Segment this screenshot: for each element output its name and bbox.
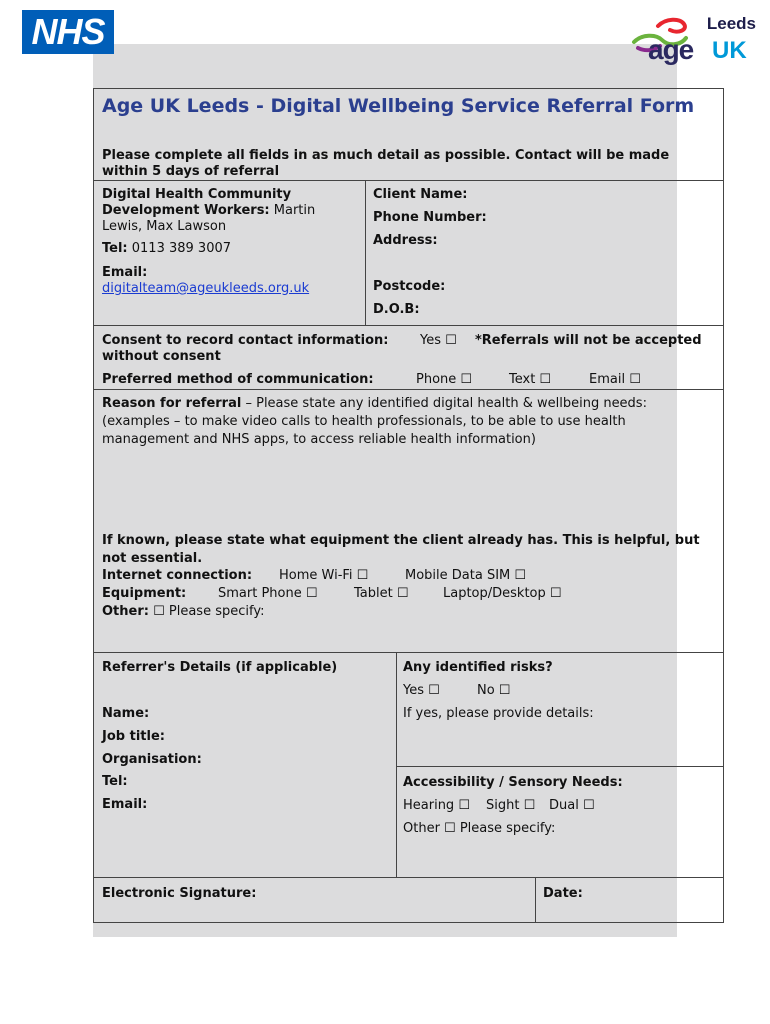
- divider: [535, 877, 536, 923]
- hearing-checkbox[interactable]: Hearing ☐: [403, 798, 470, 813]
- preferred-method-label: Preferred method of communication:: [102, 372, 374, 387]
- smart-phone-checkbox[interactable]: Smart Phone ☐: [218, 586, 318, 601]
- logo-leeds-text: Leeds: [706, 14, 756, 33]
- referrer-name-label: Name:: [102, 706, 150, 721]
- other-checkbox[interactable]: ☐ Please specify:: [153, 604, 265, 619]
- phone-number-label: Phone Number:: [373, 210, 487, 225]
- client-name-label: Client Name:: [373, 187, 468, 202]
- tablet-checkbox[interactable]: Tablet ☐: [354, 586, 409, 601]
- pref-phone-checkbox[interactable]: Phone ☐: [416, 372, 473, 387]
- sight-checkbox[interactable]: Sight ☐: [486, 798, 536, 813]
- divider: [396, 766, 723, 767]
- mobile-data-checkbox[interactable]: Mobile Data SIM ☐: [405, 568, 527, 583]
- home-wifi-checkbox[interactable]: Home Wi-Fi ☐: [279, 568, 369, 583]
- referrer-job-label: Job title:: [102, 729, 165, 744]
- nhs-logo: NHS: [22, 10, 114, 54]
- divider: [396, 652, 397, 877]
- reason-label: Reason for referral: [102, 396, 242, 411]
- internet-label: Internet connection:: [102, 568, 253, 583]
- other-label: Other:: [102, 604, 149, 619]
- tel-value: 0113 389 3007: [131, 241, 232, 256]
- logo-uk-text: UK: [712, 37, 747, 64]
- accessibility-heading: Accessibility / Sensory Needs:: [403, 775, 623, 790]
- logo-age-text: age: [648, 34, 694, 65]
- date-label: Date:: [543, 886, 583, 901]
- referrer-heading: Referrer's Details (if applicable): [102, 660, 338, 675]
- divider: [94, 180, 723, 181]
- tel-info: [102, 241, 231, 257]
- consent-note: *Referrals will not be accepted without consent: [102, 333, 702, 364]
- form-title: Age UK Leeds - Digital Wellbeing Service Referral Form: [102, 95, 695, 117]
- workers-value: Martin Lewis, Max Lawson: [102, 203, 316, 234]
- consent-yes-checkbox[interactable]: Yes ☐: [420, 333, 457, 348]
- laptop-checkbox[interactable]: Laptop/Desktop ☐: [443, 586, 562, 601]
- referrer-tel-label: Tel:: [102, 774, 128, 789]
- risks-details-label: If yes, please provide details:: [403, 706, 594, 721]
- consent-text: Consent to record contact information:: [102, 333, 389, 348]
- tel-label: Tel:: [102, 241, 128, 256]
- dual-checkbox[interactable]: Dual ☐: [549, 798, 595, 813]
- other-equipment[interactable]: [102, 604, 264, 620]
- postcode-label: Postcode:: [373, 279, 446, 294]
- signature-label: Electronic Signature:: [102, 886, 257, 901]
- pref-text-checkbox[interactable]: Text ☐: [509, 372, 552, 387]
- workers-label: Digital Health Community Development Workers:: [102, 187, 292, 218]
- risks-heading: Any identified risks?: [403, 660, 553, 675]
- pref-email-checkbox[interactable]: Email ☐: [589, 372, 641, 387]
- referral-form: [93, 88, 724, 923]
- divider: [94, 325, 723, 326]
- age-uk-leeds-logo: [630, 12, 760, 68]
- reason-description: – Please state any identified digital health & wellbeing needs: (examples – to make video calls to health professionals, to be able to use health management and NHS apps, to access reliable health information): [102, 396, 647, 447]
- equipment-intro: If known, please state what equipment the client already has. This is helpful, but not essential.: [102, 533, 700, 566]
- divider: [94, 652, 723, 653]
- divider: [365, 180, 366, 325]
- address-label: Address:: [373, 233, 438, 248]
- email-link[interactable]: digitalteam@ageukleeds.org.uk: [102, 281, 310, 296]
- referrer-org-label: Organisation:: [102, 752, 202, 767]
- dob-label: D.O.B:: [373, 302, 420, 317]
- divider: [94, 877, 723, 878]
- reason-text: [102, 395, 714, 449]
- risks-yes-checkbox[interactable]: Yes ☐: [403, 683, 440, 698]
- other-access-checkbox[interactable]: Other ☐ Please specify:: [403, 821, 556, 836]
- form-intro: Please complete all fields in as much detail as possible. Contact will be made within 5 days of referral: [102, 148, 670, 179]
- risks-no-checkbox[interactable]: No ☐: [477, 683, 511, 698]
- equipment-label: Equipment:: [102, 586, 187, 601]
- referrer-email-label: Email:: [102, 797, 148, 812]
- divider: [94, 389, 723, 390]
- workers-info: [102, 187, 342, 235]
- email-label: Email:: [102, 265, 148, 280]
